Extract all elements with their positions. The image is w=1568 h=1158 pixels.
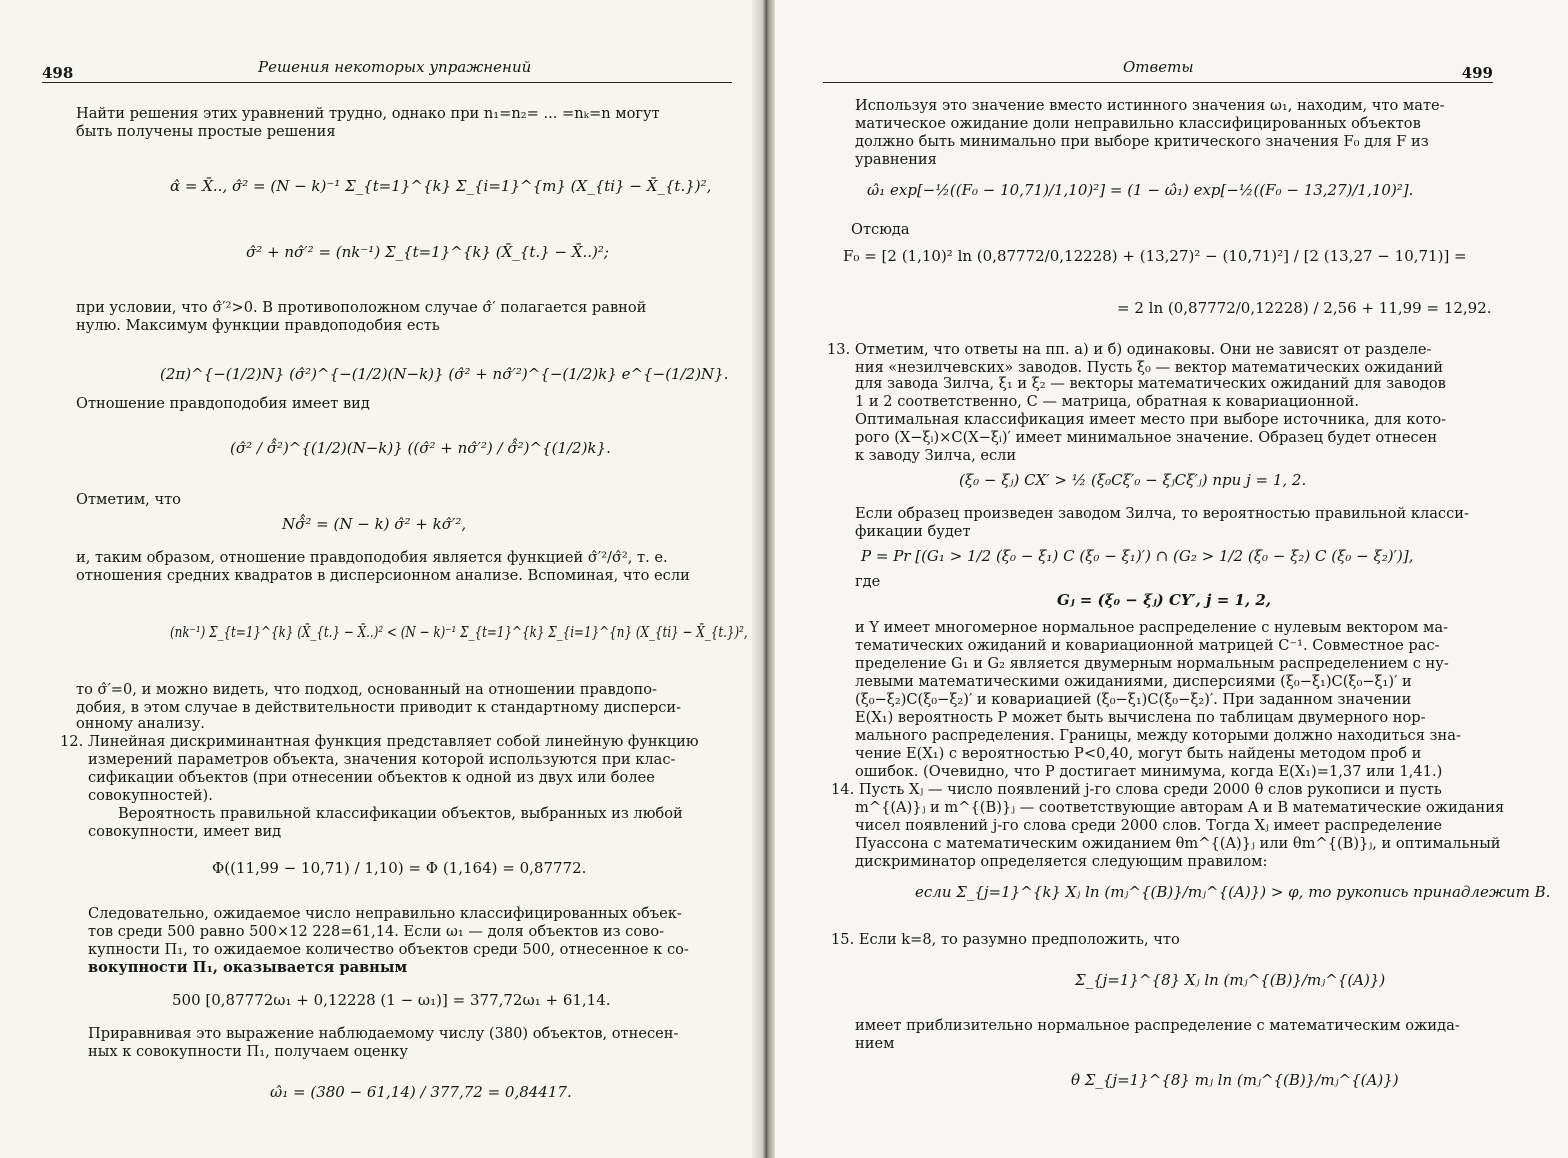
- text-line: нием: [855, 1035, 895, 1052]
- text-line: E(X₁) вероятность P может быть вычислена по таблицам двумерного нор-: [855, 709, 1426, 726]
- text-line: где: [855, 573, 881, 590]
- text-line: и Y имеет многомерное нормальное распределение с нулевым вектором ма-: [855, 619, 1448, 636]
- text-line: рого (X−ξᵢ)×C(X−ξᵢ)′ имеет минимальное значение. Образец будет отнесен: [855, 429, 1438, 446]
- formula-identity: Nσ̂̂² = (N − k) σ̂² + kσ̂′²,: [282, 515, 467, 533]
- text-line: имеет приблизительно нормальное распределение с математическим ожида-: [855, 1017, 1460, 1034]
- formula-expected-count: 500 [0,87772ω₁ + 0,12228 (1 − ω₁)] = 377,72ω₁ + 61,14.: [172, 991, 611, 1009]
- formula-F0-result: = 2 ln (0,87772/0,12228) / 2,56 + 11,99 = 12,92.: [1117, 299, 1492, 317]
- text-line: ния «незилчевских» заводов. Пусть ξ₀ — вектор математических ожиданий: [855, 359, 1444, 376]
- text-line: Приравнивая это выражение наблюдаемому числу (380) объектов, отнесен-: [88, 1025, 679, 1042]
- text-line: Если образец произведен заводом Зилча, то вероятностью правильной класси-: [855, 505, 1469, 522]
- text-line: фикации будет: [855, 523, 971, 540]
- text-line: измерений параметров объекта, значения которой используются при клас-: [88, 751, 676, 768]
- text-line: для завода Зилча, ξ₁ и ξ₂ — векторы математических ожиданий для заводов: [855, 375, 1446, 392]
- text-line: добия, в этом случае в действительности приводит к стандартному дисперси-: [76, 699, 682, 716]
- text-line: тов среди 500 равно 500×12 228=61,14. Если ω₁ — доля объектов из сово-: [88, 923, 665, 940]
- text-line: Отметим, что: [76, 491, 181, 508]
- formula-mean: θ Σ_{j=1}^{8} mⱼ ln (mⱼ^{(B)}/mⱼ^{(A)}): [1071, 1071, 1399, 1089]
- text-line: левыми математическими ожиданиями, дисперсиями (ξ₀−ξ₁)C(ξ₀−ξ₁)′ и: [855, 673, 1412, 690]
- formula-phi: Φ((11,99 − 10,71) / 1,10) = Φ (1,164) = 0,87772.: [212, 859, 587, 877]
- text-line: Найти решения этих уравнений трудно, однако при n₁=n₂= ... =nₖ=n могут: [76, 105, 660, 122]
- formula-probability: P = Pr [(G₁ > 1/2 (ξ₀ − ξ₁) C (ξ₀ − ξ₁)′) ∩ (G₂ > 1/2 (ξ₀ − ξ₂) C (ξ₀ − ξ₂)′)],: [861, 547, 1414, 565]
- formula-between-variance: σ̂² + nσ̂′² = (nk⁻¹) Σ_{t=1}^{k} (X̄_{t.} − X̄..)²;: [246, 243, 609, 261]
- formula-inequality: (nk⁻¹) Σ_{t=1}^{k} (X̄_{t.} − X̄..)² < (N − k)⁻¹ Σ_{t=1}^{k} Σ_{i=1}^{n} (X_{ti} − X̄_{t.})²,: [170, 623, 748, 641]
- text-line: Вероятность правильной классификации объектов, выбранных из любой: [118, 805, 683, 822]
- exercise-14-start: 14. Пусть Xⱼ — число появлений j-го слова среди 2000 θ слов рукописи и пусть: [831, 781, 1442, 798]
- text-line: пределение G₁ и G₂ является двумерным нормальным распределением с ну-: [855, 655, 1449, 672]
- text-line: к заводу Зилча, если: [855, 447, 1017, 464]
- text-line: сификации объектов (при отнесении объектов к одной из двух или более: [88, 769, 655, 786]
- formula-zilch-rule: (ξ₀ − ξⱼ) CX′ > ½ (ξ₀Cξ′₀ − ξⱼCξ′ⱼ) при j = 1, 2.: [959, 471, 1307, 489]
- text-line: m^{(A)}ⱼ и m^{(B)}ⱼ — соответствующие авторам A и B математические ожидания: [855, 799, 1505, 816]
- formula-estimates: α̂ = X̄.., σ̂² = (N − k)⁻¹ Σ_{t=1}^{k} Σ_{i=1}^{m} (X_{ti} − X̄_{t.})²,: [170, 177, 712, 195]
- text-line: дискриминатор определяется следующим правилом:: [855, 853, 1268, 870]
- text-line: чисел появлений j-го слова среди 2000 слов. Тогда Xⱼ имеет распределение: [855, 817, 1443, 834]
- text-line: нулю. Максимум функции правдоподобия есть: [76, 317, 440, 334]
- text-line: Отсюда: [851, 221, 910, 238]
- formula-critical-equation: ω̂₁ exp[−½((F₀ − 10,71)/1,10)²] = (1 − ω̂₁) exp[−½((F₀ − 13,27)/1,10)²].: [867, 181, 1414, 199]
- formula-F0-first: F₀ = [2 (1,10)² ln (0,87772/0,12228) + (13,27)² − (10,71)²] / [2 (13,27 − 10,71)] =: [843, 247, 1467, 265]
- text-line: матическое ожидание доли неправильно классифицированных объектов: [855, 115, 1421, 132]
- text-line: тематических ожиданий и ковариационной матрицей C⁻¹. Совместное рас-: [855, 637, 1440, 654]
- text-line: (ξ₀−ξ₂)C(ξ₀−ξ₂)′ и ковариацией (ξ₀−ξ₁)C(ξ₀−ξ₂)′. При заданном значении: [855, 691, 1412, 708]
- page-number: 499: [1461, 64, 1493, 82]
- text-line: мального распределения. Границы, между которыми должно находиться зна-: [855, 727, 1461, 744]
- running-head-title: Ответы: [1123, 58, 1194, 76]
- text-line: Отношение правдоподобия имеет вид: [76, 395, 370, 412]
- text-line: уравнения: [855, 151, 937, 168]
- text-line: совокупностей).: [88, 787, 213, 804]
- text-line: ных к совокупности Π₁, получаем оценку: [88, 1043, 408, 1060]
- left-page: [0, 0, 760, 1158]
- text-line: купности Π₁, то ожидаемое количество объектов среди 500, отнесенное к со-: [88, 941, 689, 958]
- exercise-13-start: 13. Отметим, что ответы на пп. а) и б) одинаковы. Они не зависят от разделе-: [827, 341, 1432, 358]
- text-line: чение E(X₁) с вероятностью P<0,40, могут быть найдены методом проб и: [855, 745, 1422, 762]
- formula-likelihood-ratio: (σ̂² / σ̂̂²)^{(1/2)(N−k)} ((σ̂² + nσ̂′²) / σ̂̂²)^{(1/2)k}.: [230, 439, 611, 457]
- right-page: [775, 0, 1568, 1158]
- text-line: онному анализу.: [76, 715, 205, 732]
- text-line: совокупности, имеет вид: [88, 823, 282, 840]
- text-line: Используя это значение вместо истинного значения ω₁, находим, что мате-: [855, 97, 1445, 114]
- left-running-header: [42, 54, 732, 83]
- text-line: при условии, что σ̂′²>0. В противоположном случае σ̂′ полагается равной: [76, 299, 647, 316]
- text-line: 1 и 2 соответственно, C — матрица, обратная к ковариационной.: [855, 393, 1359, 410]
- text-line: и, таким образом, отношение правдоподобия является функцией σ̂′²/σ̂², т. е.: [76, 549, 668, 566]
- text-line: ошибок. (Очевидно, что P достигает минимума, когда E(X₁)=1,37 или 1,41.): [855, 763, 1443, 780]
- formula-discriminator-rule: если Σ_{j=1}^{k} Xⱼ ln (mⱼ^{(B)}/mⱼ^{(A)}) > φ, то рукопись принадлежит B.: [915, 883, 1551, 901]
- exercise-12-start: 12. Линейная дискриминантная функция представляет собой линейную функцию: [60, 733, 699, 750]
- text-line: Оптимальная классификация имеет место при выборе источника, для кото-: [855, 411, 1447, 428]
- formula-sum-statistic: Σ_{j=1}^{8} Xⱼ ln (mⱼ^{(B)}/mⱼ^{(A)}): [1075, 971, 1386, 989]
- text-line: отношения средних квадратов в дисперсионном анализе. Вспоминая, что если: [76, 567, 690, 584]
- page-number: 498: [42, 64, 74, 82]
- right-running-header: [823, 54, 1493, 83]
- text-line: то σ̂′=0, и можно видеть, что подход, основанный на отношении правдопо-: [76, 681, 657, 698]
- formula-omega-estimate: ω̂₁ = (380 − 61,14) / 377,72 = 0,84417.: [270, 1083, 572, 1101]
- running-head-title: Решения некоторых упражнений: [258, 58, 532, 76]
- text-line: должно быть минимально при выборе критического значения F₀ для F из: [855, 133, 1429, 150]
- formula-G-definition: Gⱼ = (ξ₀ − ξⱼ) CY′, j = 1, 2,: [1057, 591, 1272, 609]
- text-line: быть получены простые решения: [76, 123, 336, 140]
- formula-likelihood-max: (2π)^{−(1/2)N} (σ̂²)^{−(1/2)(N−k)} (σ̂² + nσ̂′²)^{−(1/2)k} e^{−(1/2)N}.: [160, 365, 729, 383]
- text-line: Следовательно, ожидаемое число неправильно классифицированных объек-: [88, 905, 682, 922]
- exercise-15-start: 15. Если k=8, то разумно предположить, что: [831, 931, 1180, 948]
- text-line: вокупности Π₁, оказывается равным: [88, 959, 408, 976]
- text-line: Пуассона с математическим ожиданием θm^{(A)}ⱼ или θm^{(B)}ⱼ, и оптимальный: [855, 835, 1501, 852]
